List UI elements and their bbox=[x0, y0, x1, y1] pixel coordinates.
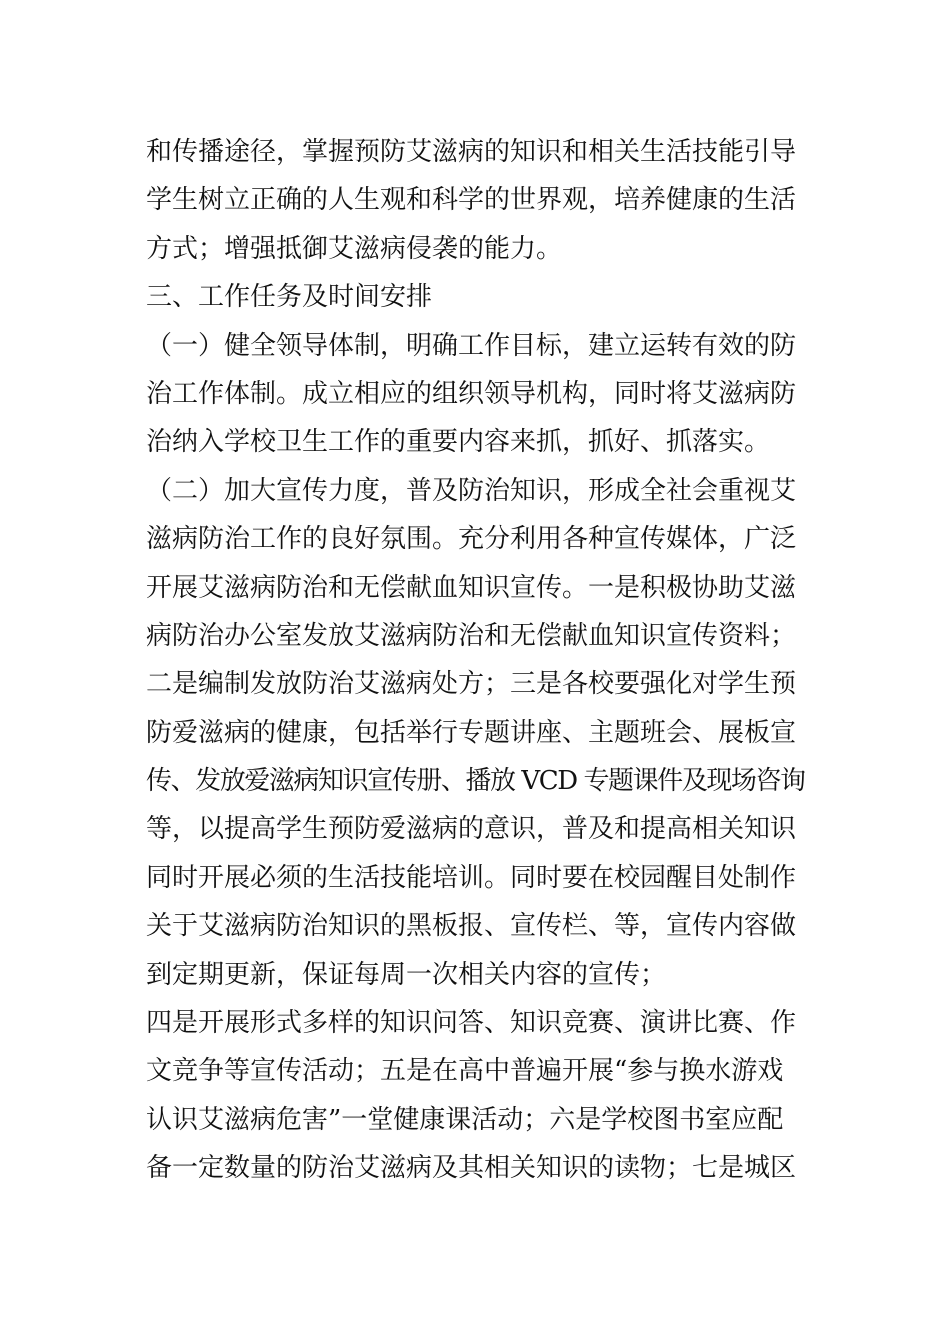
text-line-19: 四是开展形式多样的知识问答、知识竞赛、演讲比赛、作 bbox=[146, 1008, 797, 1039]
section-heading: 三、工作任务及时间安排 bbox=[146, 282, 433, 313]
text-line-2: 学生树立正确的人生观和科学的世界观，培养健康的生活 bbox=[146, 185, 797, 216]
text-line-16: 同时开展必须的生活技能培训。同时要在校园醒目处制作 bbox=[146, 862, 797, 893]
text-line-5: （一）健全领导体制，明确工作目标，建立运转有效的防 bbox=[146, 330, 797, 361]
text-line-13: 防爱滋病的健康，包括举行专题讲座、主题班会、展板宣 bbox=[146, 717, 797, 748]
text-line-3: 方式；增强抵御艾滋病侵袭的能力。 bbox=[146, 233, 563, 264]
text-line-15: 等，以提高学生预防爱滋病的意识，普及和提高相关知识 bbox=[146, 814, 797, 845]
text-line-10: 开展艾滋病防治和无偿献血知识宣传。一是积极协助艾滋 bbox=[146, 572, 797, 603]
text-line-7: 治纳入学校卫生工作的重要内容来抓，抓好、抓落实。 bbox=[146, 427, 771, 458]
text-line-22: 备一定数量的防治艾滋病及其相关知识的读物；七是城区 bbox=[146, 1153, 797, 1184]
text-line-9: 滋病防治工作的良好氛围。充分利用各种宣传媒体，广泛 bbox=[146, 524, 797, 555]
text-line-6: 治工作体制。成立相应的组织领导机构，同时将艾滋病防 bbox=[146, 378, 797, 409]
text-line-1: 和传播途径，掌握预防艾滋病的知识和相关生活技能引导 bbox=[146, 137, 797, 167]
text-line-12: 二是编制发放防治艾滋病处方；三是各校要强化对学生预 bbox=[146, 669, 797, 700]
document-body bbox=[146, 128, 806, 1193]
text-line-18: 到定期更新，保证每周一次相关内容的宣传； bbox=[146, 959, 667, 990]
text-line-20: 文竞争等宣传活动；五是在高中普遍开展“参与换水游戏 bbox=[146, 1056, 784, 1087]
text-line-14: 传、发放爱滋病知识宣传册、播放 VCD 专题课件及现场咨询 bbox=[146, 766, 805, 797]
text-line-8: （二）加大宣传力度，普及防治知识，形成全社会重视艾 bbox=[146, 475, 797, 506]
text-line-11: 病防治办公室发放艾滋病防治和无偿献血知识宣传资料； bbox=[146, 620, 797, 651]
text-line-21: 认识艾滋病危害”一堂健康课活动；六是学校图书室应配 bbox=[146, 1104, 784, 1135]
text-line-17: 关于艾滋病防治知识的黑板报、宣传栏、等，宣传内容做 bbox=[146, 911, 797, 942]
